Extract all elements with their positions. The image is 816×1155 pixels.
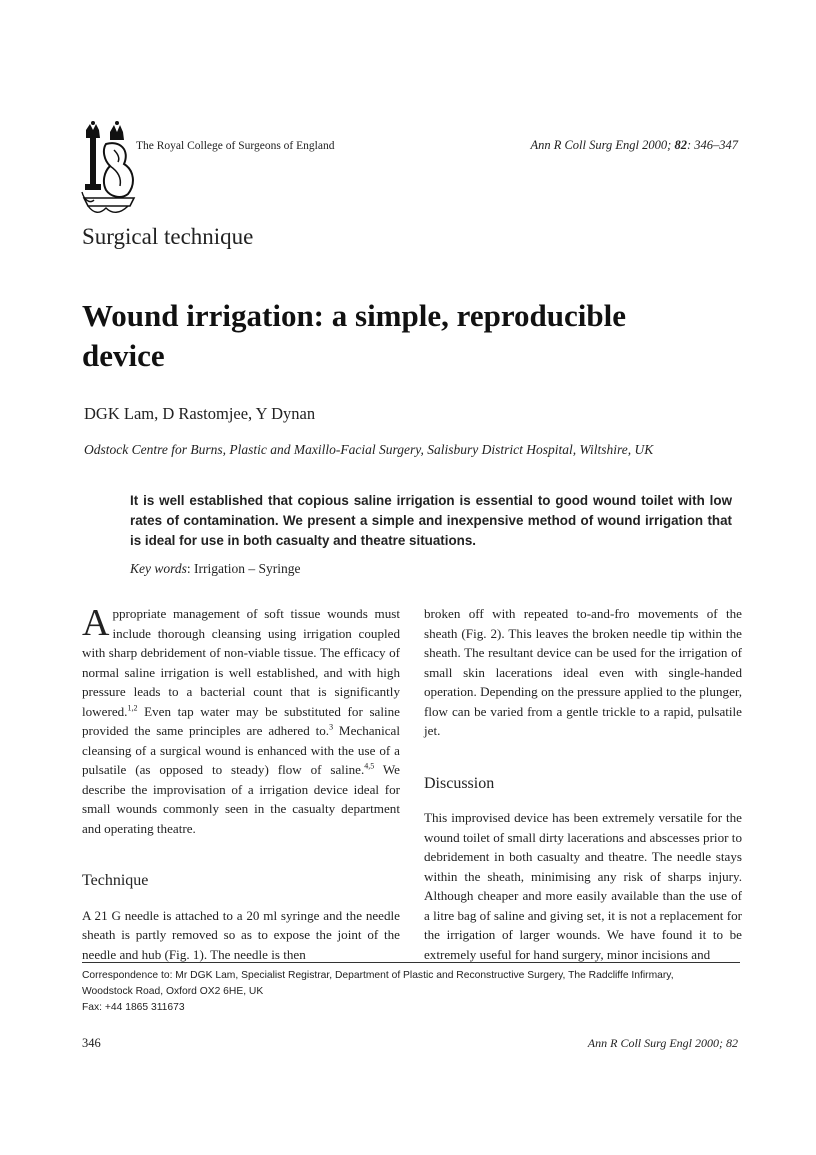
correspondence-note	[82, 968, 742, 1016]
abstract: It is well established that copious saline irrigation is essential to good wound toilet with low rates of contamination. We present a simple and inexpensive method of wound irrigation that is ideal for use in both casualty and theatre situations.	[130, 493, 732, 548]
affiliation: Odstock Centre for Burns, Plastic and Maxillo-Facial Surgery, Salisbury District Hospital, Wiltshire, UK	[84, 442, 654, 457]
journal-pages: : 346–347	[686, 138, 738, 152]
authors: DGK Lam, D Rastomjee, Y Dynan	[84, 404, 316, 423]
intro-text-1: ppropriate management of soft tissue wounds must include thorough cleansing using irrigation coupled with sharp debridement of non-viable tissue. The efficacy of normal saline irrigation is well established, and with high pressure leads to a bacterial count that is significantly lowered.	[82, 606, 400, 719]
correspondence-line-1: Correspondence to: Mr DGK Lam, Specialist Registrar, Department of Plastic and Reconstructive Surgery, The Radcliffe Infirmary,	[82, 970, 674, 981]
journal-citation	[530, 138, 738, 153]
technique-paragraph-continued: broken off with repeated to-and-fro movements of the sheath (Fig. 2). This leaves the broken needle tip within the sheath. The resultant device can be used for the irrigation of small skin lacerations ideal even with single-handed operation. Depending on the pressure applied to the plunger, flow can be varied from a gentle trickle to a rapid, pulsatile jet.	[424, 606, 742, 738]
fax-number: Fax: +44 1865 311673	[82, 1002, 185, 1013]
discussion-paragraph: This improvised device has been extremely versatile for the wound toilet of small dirty lacerations and abscesses prior to debridement in both casualty and theatre. The needle stays within the sheath, minimising any risk of sharps injury. Although cheaper and more easily available than the use of a litre bag of saline and giving set, it is not a replacement for the irrigation of larger wounds. We have found it to be extremely useful for hand surgery, minor incisions and	[424, 810, 742, 962]
intro-paragraph	[82, 604, 400, 838]
journal-volume: 82	[674, 138, 687, 152]
correspondence-line-2: Woodstock Road, Oxford OX2 6HE, UK	[82, 986, 264, 997]
keywords-label: Key words	[130, 561, 187, 576]
keywords	[130, 561, 300, 577]
body-column-left	[82, 604, 400, 964]
section-label: Surgical technique	[82, 224, 254, 249]
page-number: 346	[82, 1036, 101, 1050]
intro-text-4: We describe the improvisation of a irrigation device ideal for small wounds commonly seen in the casualty department and operating theatre.	[82, 762, 400, 836]
college-crest-logo	[80, 120, 138, 218]
technique-heading: Technique	[82, 872, 149, 889]
reference-marker: 1,2	[127, 703, 138, 713]
reference-marker: 4,5	[364, 761, 375, 771]
technique-paragraph: A 21 G needle is attached to a 20 ml syringe and the needle sheath is partly removed so as to expose the joint of the needle and hub (Fig. 1). The needle is then	[82, 907, 400, 962]
article-title	[82, 296, 742, 376]
intro-text-3: Mechanical cleansing of a surgical wound is enhanced with the use of a pulsatile (as opposed to steady) flow of saline.	[82, 723, 400, 777]
discussion-heading: Discussion	[424, 774, 495, 792]
drop-cap: A	[82, 602, 110, 644]
title-line-1: Wound irrigation: a simple, reproducible	[82, 298, 626, 333]
college-name: The Royal College of Surgeons of England	[136, 140, 335, 152]
footer-citation: Ann R Coll Surg Engl 2000; 82	[587, 1036, 738, 1050]
journal-name: Ann R Coll Surg Engl	[530, 138, 640, 152]
reference-marker: 3	[329, 722, 334, 732]
footnote-divider	[82, 962, 740, 963]
intro-text-2: Even tap water may be substituted for saline provided the same principles are adhered to.	[82, 703, 400, 738]
body-column-right	[424, 604, 742, 964]
keywords-list: : Irrigation – Syringe	[186, 561, 301, 576]
journal-year: 2000;	[642, 138, 672, 152]
title-line-2: device	[82, 338, 165, 373]
